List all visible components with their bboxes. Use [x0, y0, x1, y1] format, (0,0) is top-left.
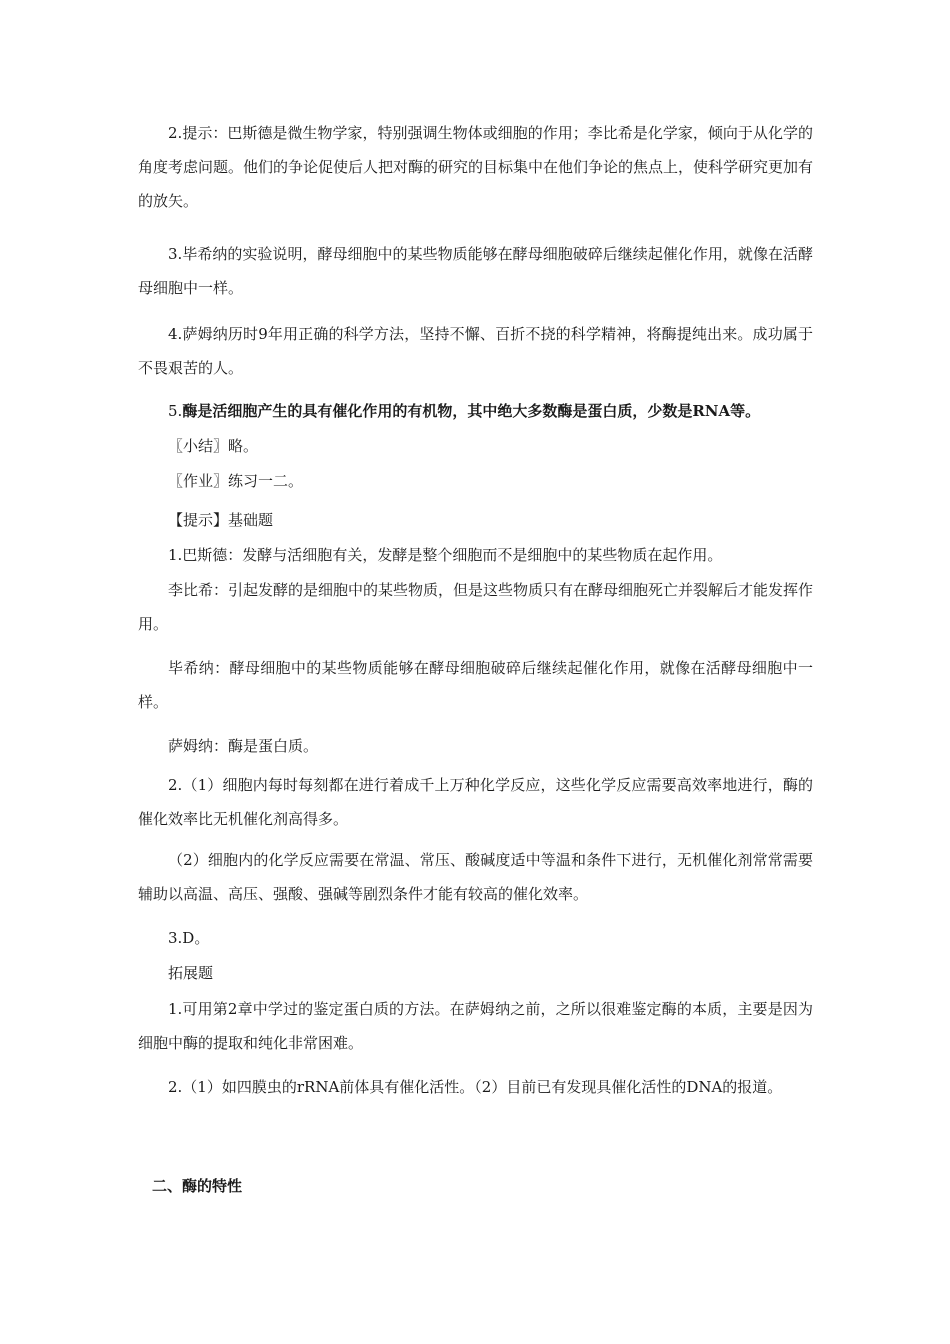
- hint-basic-heading: 【提示】基础题: [168, 511, 274, 529]
- extension-answer-2: 2.（1）如四膜虫的rRNA前体具有催化活性。（2）目前已有发现具催化活性的DNA的报道。: [168, 1078, 783, 1096]
- paragraph-hint-4: 4.萨姆纳历时9年用正确的科学方法，坚持不懈、百折不挠的科学精神，将酶提纯出来。成功属于不畏艰苦的人。: [138, 325, 813, 377]
- basic-answer-2-part1: 2.（1）细胞内每时每刻都在进行着成千上万种化学反应，这些化学反应需要高效率地进行，酶的催化效率比无机催化剂高得多。: [138, 776, 813, 828]
- paragraph-hint-3: 3.毕希纳的实验说明，酵母细胞中的某些物质能够在酵母细胞破碎后继续起催化作用，就像在活酵母细胞中一样。: [138, 245, 813, 297]
- paragraph-hint-5-bold: 酶是活细胞产生的具有催化作用的有机物，其中绝大多数酶是蛋白质，少数是RNA等。: [182, 402, 761, 420]
- paragraph-hint-5: [138, 394, 813, 428]
- summary-line: 〖小结〗略。: [168, 437, 259, 455]
- extension-heading: 拓展题: [168, 964, 214, 982]
- basic-answer-1: 1.巴斯德：发酵与活细胞有关，发酵是整个细胞而不是细胞中的某些物质在起作用。: [168, 546, 723, 564]
- paragraph-hint-2: 2.提示：巴斯德是微生物学家，特别强调生物体或细胞的作用；李比希是化学家，倾向于从化学的角度考虑问题。他们的争论促使后人把对酶的研究的目标集中在他们争论的焦点上，使科学研究更加有的放矢。: [138, 124, 814, 210]
- section-heading: 二、酶的特性: [152, 1177, 243, 1195]
- homework-line: 〖作业〗练习一二。: [168, 472, 304, 490]
- paragraph-hint-5-number: 5.: [168, 402, 183, 420]
- basic-answer-3: 3.D。: [168, 929, 210, 947]
- basic-answer-1-liebig: 李比希：引起发酵的是细胞中的某些物质，但是这些物质只有在酵母细胞死亡并裂解后才能发挥作用。: [138, 581, 814, 633]
- extension-answer-1: 1.可用第2章中学过的鉴定蛋白质的方法。在萨姆纳之前，之所以很难鉴定酶的本质，主要是因为细胞中酶的提取和纯化非常困难。: [138, 1000, 813, 1052]
- basic-answer-2-part2: （2）细胞内的化学反应需要在常温、常压、酸碱度适中等温和条件下进行，无机催化剂常常需要辅助以高温、高压、强酸、强碱等剧烈条件才能有较高的催化效率。: [138, 851, 813, 903]
- basic-answer-1-sumner: 萨姆纳：酶是蛋白质。: [168, 737, 319, 755]
- basic-answer-1-buchner: 毕希纳：酵母细胞中的某些物质能够在酵母细胞破碎后继续起催化作用，就像在活酵母细胞中一样。: [138, 659, 813, 711]
